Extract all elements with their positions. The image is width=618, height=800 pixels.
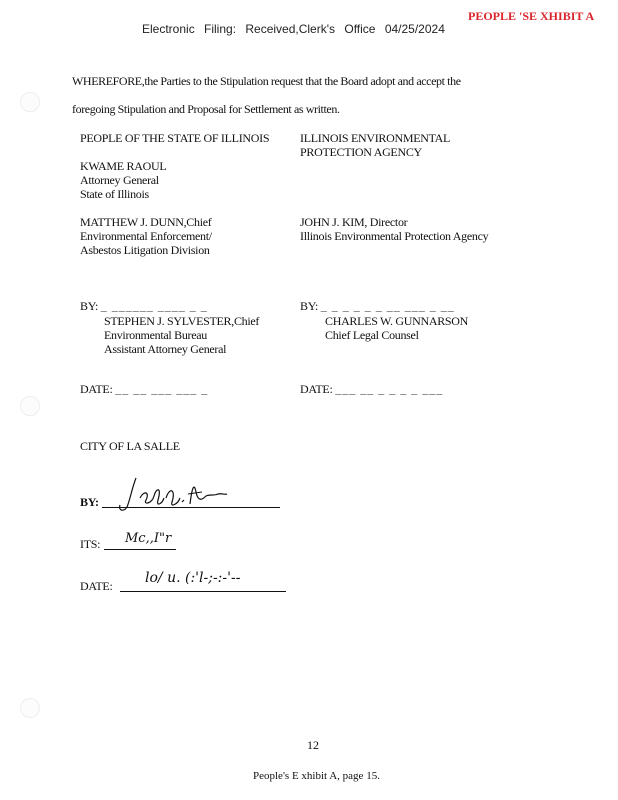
foregoing-text: foregoing Stipulation and Proposal for Settlement as written. — [72, 102, 340, 116]
right-signer-title: Chief Legal Counsel — [325, 328, 419, 342]
chief-division-1: Environmental Enforcement/ — [80, 229, 212, 243]
ag-name: KWAME RAOUL — [80, 159, 167, 173]
city-heading: CITY OF LA SALLE — [80, 439, 180, 453]
punch-hole — [20, 396, 40, 416]
page-number: 12 — [307, 738, 319, 752]
city-by-label: BY: — [80, 495, 99, 509]
city-date-value: lo/ u. (:'l-;-:-'-- — [145, 570, 241, 586]
director-name: JOHN J. KIM, Director — [300, 215, 408, 229]
left-date-line: __ __ ___ ___ _ — [115, 382, 209, 396]
city-its-line — [104, 549, 176, 550]
iepa-heading-1: ILLINOIS ENVIRONMENTAL — [300, 131, 451, 145]
left-by-row — [80, 299, 208, 313]
right-by-label: BY: — [300, 299, 319, 313]
ag-title: Attorney General — [80, 173, 159, 187]
director-agency: Illinois Environmental Protection Agency — [300, 229, 489, 243]
left-signer-block — [104, 314, 259, 356]
ag-state: State of Illinois — [80, 187, 149, 201]
right-date-line: ___ __ _ _ _ _ ___ — [335, 382, 444, 396]
city-its-label: ITS: — [80, 537, 101, 551]
left-date-row — [80, 382, 208, 396]
director-block — [300, 215, 488, 243]
people-heading: PEOPLE OF THE STATE OF ILLINOIS — [80, 131, 270, 145]
chief-division-2: Asbestos Litigation Division — [80, 243, 210, 257]
right-by-row — [300, 299, 455, 313]
chief-block — [80, 215, 212, 257]
left-signer-name: STEPHEN J. SYLVESTER,Chief — [104, 314, 260, 328]
attorney-general-block — [80, 159, 166, 201]
exhibit-stamp: PEOPLE 'SE XHIBIT A — [468, 9, 595, 23]
right-date-row — [300, 382, 443, 396]
right-signer-block — [325, 314, 468, 342]
city-its-value: Mc,,I"r — [125, 531, 172, 546]
left-by-label: BY: — [80, 299, 99, 313]
city-date-line — [120, 591, 286, 592]
left-signer-title-1: Environmental Bureau — [104, 328, 207, 342]
filing-header: Electronic Filing: Received,Clerk's Office 04/25/2024 — [142, 22, 445, 36]
iepa-heading-2: PROTECTION AGENCY — [300, 145, 422, 159]
left-date-label: DATE: — [80, 382, 113, 396]
right-signer-name: CHARLES W. GUNNARSON — [325, 314, 469, 328]
handwritten-signature — [110, 474, 230, 514]
left-signer-title-2: Assistant Attorney General — [104, 342, 227, 356]
right-date-label: DATE: — [300, 382, 333, 396]
wherefore-text: WHEREFORE,the Parties to the Stipulation request that the Board adopt and accept the — [72, 74, 461, 88]
punch-hole — [20, 698, 40, 718]
right-by-line: _ _ _ _ _ _ __ ___ _ __ — [320, 299, 455, 313]
left-party-block — [80, 131, 269, 145]
exhibit-page-footer: People's E xhibit A, page 15. — [253, 770, 380, 782]
left-by-line: _ ______ ____ _ _ — [100, 299, 208, 313]
punch-hole — [20, 92, 40, 112]
city-date-label: DATE: — [80, 579, 113, 593]
right-party-block — [300, 131, 450, 159]
chief-name: MATTHEW J. DUNN,Chief — [80, 215, 212, 229]
